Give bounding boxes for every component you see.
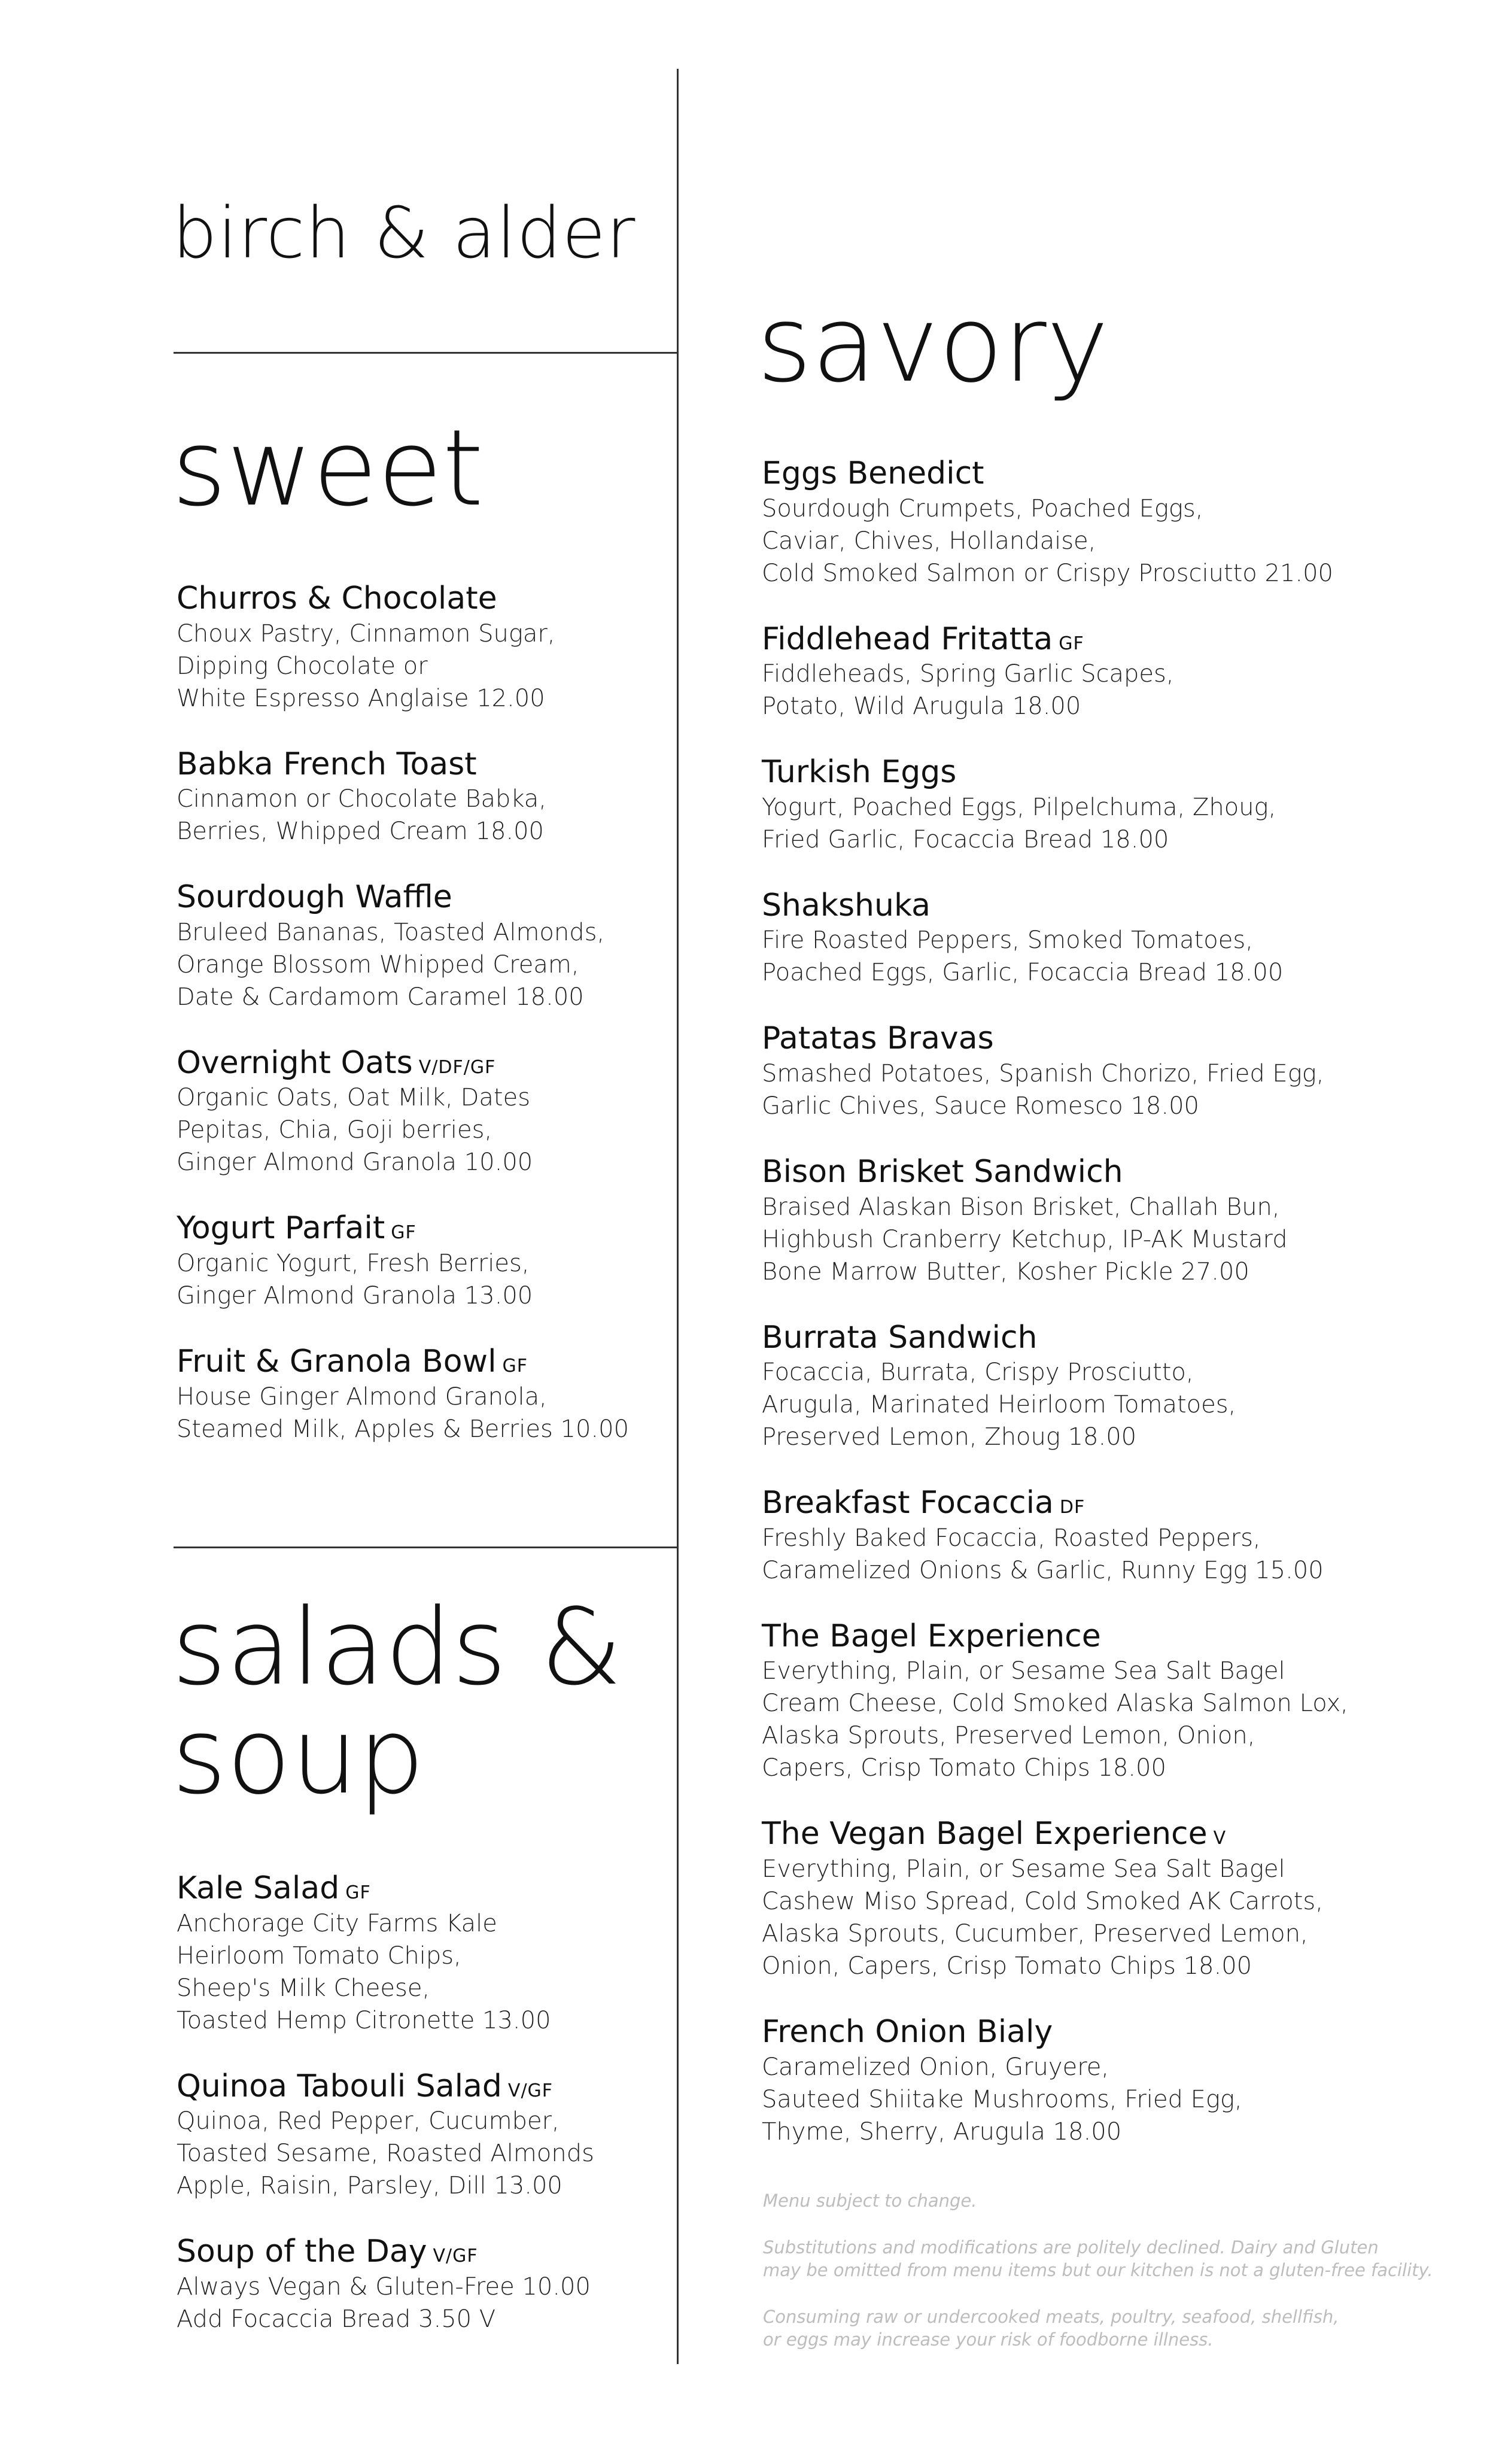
menu-item-title: Turkish Eggs bbox=[762, 754, 957, 791]
menu-item-title: French Onion Bialy bbox=[762, 2013, 1053, 2050]
menu-item-description-line: Quinoa, Red Pepper, Cucumber, bbox=[177, 2107, 560, 2135]
top-rule bbox=[174, 352, 678, 354]
menu-item-description-line: Focaccia, Burrata, Crispy Prosciutto, bbox=[762, 1359, 1194, 1387]
menu-item bbox=[762, 756, 1450, 856]
menu-item bbox=[177, 1872, 655, 2037]
menu-item-description-line: Garlic Chives, Sauce Romesco 18.00 bbox=[762, 1092, 1199, 1120]
menu-item-description-line: Yogurt, Poached Eggs, Pilpelchuma, Zhoug, bbox=[762, 793, 1276, 821]
menu-item-description-line: Everything, Plain, or Sesame Sea Salt Bagel bbox=[762, 1855, 1285, 1883]
dietary-tag: GF bbox=[502, 1355, 528, 1377]
menu-item-description-line: Caviar, Chives, Hollandaise, bbox=[762, 527, 1096, 555]
menu-item-description-line: Date & Cardamom Caramel 18.00 bbox=[177, 983, 584, 1011]
menu-item bbox=[762, 623, 1450, 723]
section-title-line: soup bbox=[172, 1695, 425, 1818]
dietary-tag: GF bbox=[391, 1222, 416, 1244]
menu-item-title: Sourdough Waffle bbox=[177, 879, 452, 916]
menu-item-description-line: Heirloom Tomato Chips, bbox=[177, 1942, 461, 1970]
menu-item-title: Quinoa Tabouli Salad bbox=[177, 2068, 502, 2104]
menu-item-title: Fiddlehead Fritatta bbox=[762, 621, 1053, 657]
menu-item-title: Shakshuka bbox=[762, 887, 931, 923]
menu-item bbox=[177, 2070, 655, 2202]
menu-item-description-line: Highbush Cranberry Ketchup, IP-AK Mustard bbox=[762, 1225, 1288, 1253]
menu-item-title: Fruit & Granola Bowl bbox=[177, 1343, 497, 1380]
brand-name: birch & alder bbox=[172, 192, 636, 274]
menu-item-title: Patatas Bravas bbox=[762, 1020, 994, 1057]
menu-note-line: Menu subject to change. bbox=[763, 2190, 977, 2211]
salads-items bbox=[177, 1872, 655, 2369]
menu-note bbox=[763, 2189, 1451, 2212]
menu-item-description-line: Berries, Whipped Cream 18.00 bbox=[177, 818, 545, 846]
dietary-tag: DF bbox=[1059, 1497, 1085, 1518]
menu-item-description-line: Toasted Sesame, Roasted Almonds bbox=[177, 2140, 594, 2168]
menu-item-description-line: House Ginger Almond Granola, bbox=[177, 1383, 547, 1411]
menu-item-name bbox=[762, 1620, 1450, 1653]
menu-item-description-line: Caramelized Onion, Gruyere, bbox=[762, 2053, 1109, 2081]
menu-note-line: or eggs may increase your risk of foodborne illness. bbox=[763, 2329, 1214, 2350]
menu-item bbox=[762, 457, 1450, 590]
menu-note bbox=[763, 2236, 1451, 2281]
menu-item-description-line: Steamed Milk, Apples & Berries 10.00 bbox=[177, 1415, 630, 1443]
menu-item-name bbox=[762, 623, 1450, 656]
menu-item-name bbox=[762, 1321, 1450, 1354]
menu-item-description-line: Everything, Plain, or Sesame Sea Salt Bagel bbox=[762, 1657, 1285, 1685]
menu-item-title: Overnight Oats bbox=[177, 1044, 413, 1081]
menu-item-name bbox=[762, 2013, 1450, 2050]
menu-item-description-line: Potato, Wild Arugula 18.00 bbox=[762, 692, 1081, 721]
menu-item bbox=[762, 1620, 1450, 1785]
menu-item-description-line: Braised Alaskan Bison Brisket, Challah Bun, bbox=[762, 1193, 1280, 1221]
menu-item-description-line: Poached Eggs, Garlic, Focaccia Bread 18.00 bbox=[762, 959, 1284, 987]
menu-item-description-line: Pepitas, Chia, Goji berries, bbox=[177, 1116, 492, 1144]
menu-item-title: The Bagel Experience bbox=[762, 1618, 1101, 1654]
menu-item-name bbox=[177, 582, 655, 615]
menu-item-description-line: Alaska Sprouts, Preserved Lemon, Onion, bbox=[762, 1722, 1255, 1750]
middle-rule bbox=[174, 1547, 678, 1548]
dietary-tag: GF bbox=[345, 1882, 371, 1903]
menu-item-title: Breakfast Focaccia bbox=[762, 1485, 1054, 1521]
menu-item-description-line: Cashew Miso Spread, Cold Smoked AK Carrots, bbox=[762, 1887, 1323, 1915]
menu-item-title: Churros & Chocolate bbox=[177, 581, 497, 616]
menu-item-name bbox=[762, 1022, 1450, 1055]
menu-item bbox=[177, 1212, 655, 1312]
dietary-tag: V/GF bbox=[507, 2080, 554, 2101]
menu-item-name bbox=[177, 1044, 655, 1081]
menu-item-description-line: Preserved Lemon, Zhoug 18.00 bbox=[762, 1423, 1137, 1451]
menu-item bbox=[177, 1044, 655, 1179]
menu-item-description-line: Sauteed Shiitake Mushrooms, Fried Egg, bbox=[762, 2085, 1242, 2113]
vertical-divider bbox=[677, 69, 679, 2364]
savory-items bbox=[762, 457, 1450, 2182]
section-title-sweet: sweet bbox=[172, 407, 484, 530]
menu-item-title: Yogurt Parfait bbox=[177, 1210, 385, 1247]
dietary-tag: V/GF bbox=[433, 2246, 478, 2267]
menu-item-title: Kale Salad bbox=[177, 1870, 340, 1906]
menu-item bbox=[762, 1487, 1450, 1587]
menu-item bbox=[762, 889, 1450, 989]
menu-item-name bbox=[177, 1345, 655, 1378]
menu-item-name bbox=[762, 1153, 1450, 1190]
menu-item-description-line: Thyme, Sherry, Arugula 18.00 bbox=[762, 2117, 1122, 2146]
menu-item-description-line: Bone Marrow Butter, Kosher Pickle 27.00 bbox=[762, 1257, 1249, 1286]
menu-item-description-line: Sourdough Crumpets, Poached Eggs, bbox=[762, 494, 1203, 522]
section-title-salads-soup bbox=[172, 1586, 622, 1818]
menu-item-description-line: Anchorage City Farms Kale bbox=[177, 1909, 497, 1937]
menu-item-description-line: Cinnamon or Chocolate Babka, bbox=[177, 785, 547, 813]
menu-notes bbox=[763, 2189, 1451, 2375]
menu-item-name bbox=[762, 457, 1450, 490]
menu-item-name bbox=[762, 756, 1450, 789]
menu-item-name bbox=[177, 2235, 655, 2268]
menu-item bbox=[177, 748, 655, 848]
menu-item-description-line: Orange Blossom Whipped Cream, bbox=[177, 950, 579, 979]
menu-note-line: Consuming raw or undercooked meats, poultry, seafood, shellfish, bbox=[763, 2307, 1339, 2327]
menu-item-description-line: Arugula, Marinated Heirloom Tomatoes, bbox=[762, 1391, 1236, 1419]
dietary-tag: V/DF/GF bbox=[418, 1056, 496, 1078]
menu-note-line: may be omitted from menu items but our kitchen is not a gluten-free facility. bbox=[763, 2260, 1433, 2280]
menu-item-description-line: Sheep's Milk Cheese, bbox=[177, 1974, 430, 2002]
menu-item-description-line: Freshly Baked Focaccia, Roasted Peppers, bbox=[762, 1524, 1261, 1552]
menu-item-name bbox=[762, 889, 1450, 922]
menu-item-description-line: Choux Pastry, Cinnamon Sugar, bbox=[177, 619, 555, 648]
menu-item-description-line: Ginger Almond Granola 10.00 bbox=[177, 1149, 533, 1177]
menu-item bbox=[762, 1818, 1450, 1982]
menu-item bbox=[177, 881, 655, 1013]
menu-item-description-line: Fried Garlic, Focaccia Bread 18.00 bbox=[762, 825, 1169, 853]
menu-item-description-line: Cold Smoked Salmon or Crispy Prosciutto 21.00 bbox=[762, 559, 1333, 587]
menu-item-title: Eggs Benedict bbox=[762, 455, 984, 491]
menu-item-name bbox=[762, 1818, 1450, 1851]
section-title-line: salads & bbox=[172, 1586, 622, 1709]
menu-item bbox=[177, 2235, 655, 2335]
menu-item-title: Burrata Sandwich bbox=[762, 1319, 1038, 1356]
menu-item-title: Babka French Toast bbox=[177, 746, 477, 782]
menu-item-description-line: Apple, Raisin, Parsley, Dill 13.00 bbox=[177, 2172, 562, 2200]
menu-item-description-line: Capers, Crisp Tomato Chips 18.00 bbox=[762, 1754, 1166, 1782]
menu-item-description-line: Cream Cheese, Cold Smoked Alaska Salmon Lox, bbox=[762, 1690, 1348, 1718]
menu-item-description-line: Always Vegan & Gluten-Free 10.00 bbox=[177, 2272, 591, 2301]
menu-item-description-line: Organic Oats, Oat Milk, Dates bbox=[177, 1084, 531, 1112]
menu-item-name bbox=[177, 1872, 655, 1905]
menu-item-description-line: Caramelized Onions & Garlic, Runny Egg 15.00 bbox=[762, 1556, 1324, 1584]
menu-item-name bbox=[762, 1487, 1450, 1520]
menu-item-description-line: Organic Yogurt, Fresh Berries, bbox=[177, 1249, 530, 1277]
menu-item bbox=[762, 2013, 1450, 2148]
menu-item-description-line: Dipping Chocolate or bbox=[177, 652, 428, 680]
menu-item-title: The Vegan Bagel Experience bbox=[762, 1816, 1208, 1852]
menu-item-description-line: Alaska Sprouts, Cucumber, Preserved Lemon, bbox=[762, 1919, 1308, 1947]
menu-item bbox=[762, 1022, 1450, 1122]
menu-item-description-line: Smashed Potatoes, Spanish Chorizo, Fried Egg, bbox=[762, 1059, 1324, 1087]
menu-item-name bbox=[177, 881, 655, 914]
menu-item-description-line: Onion, Capers, Crisp Tomato Chips 18.00 bbox=[762, 1952, 1252, 1980]
menu-item bbox=[177, 582, 655, 715]
menu-item-title: Bison Brisket Sandwich bbox=[762, 1153, 1123, 1190]
menu-item bbox=[762, 1321, 1450, 1454]
menu-item-description-line: Add Focaccia Bread 3.50 V bbox=[177, 2305, 496, 2333]
menu-note-line: Substitutions and modifications are politely declined. Dairy and Gluten bbox=[763, 2237, 1379, 2258]
dietary-tag: V bbox=[1213, 1828, 1227, 1849]
menu-item bbox=[762, 1153, 1450, 1288]
menu-item-description-line: Bruleed Bananas, Toasted Almonds, bbox=[177, 918, 605, 946]
menu-item-name bbox=[177, 2070, 655, 2103]
menu-item-title: Soup of the Day bbox=[177, 2234, 427, 2270]
menu-item-name bbox=[177, 748, 655, 781]
menu-item-description-line: Fiddleheads, Spring Garlic Scapes, bbox=[762, 660, 1174, 688]
menu-item-description-line: White Espresso Anglaise 12.00 bbox=[177, 684, 545, 712]
menu-item-description-line: Ginger Almond Granola 13.00 bbox=[177, 1281, 533, 1310]
menu-item-name bbox=[177, 1212, 655, 1245]
menu-item-description-line: Toasted Hemp Citronette 13.00 bbox=[177, 2006, 551, 2034]
sweet-items bbox=[177, 582, 655, 1479]
menu-item-description-line: Fire Roasted Peppers, Smoked Tomatoes, bbox=[762, 926, 1253, 955]
section-title-savory: savory bbox=[757, 283, 1109, 406]
dietary-tag: GF bbox=[1059, 633, 1084, 654]
menu-item bbox=[177, 1345, 655, 1445]
menu-note bbox=[763, 2305, 1451, 2351]
